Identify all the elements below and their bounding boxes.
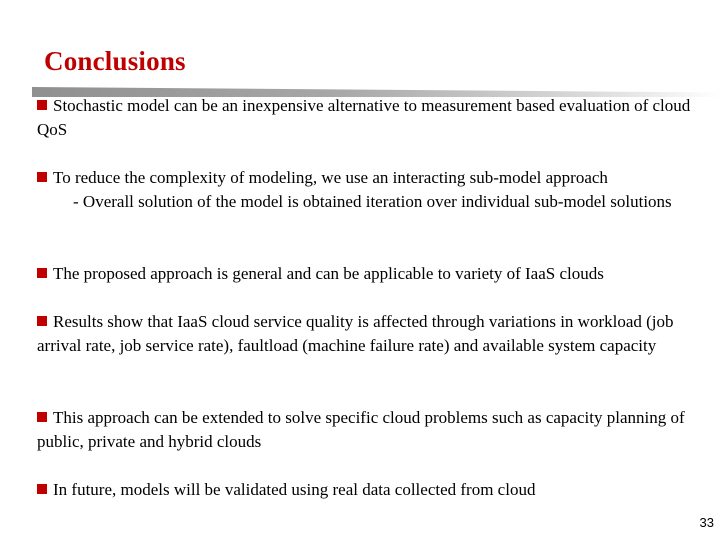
bullet-item (37, 478, 713, 502)
bullet-item (37, 94, 713, 142)
bullet-square-icon (37, 100, 47, 110)
bullet-text: The proposed approach is general and can be applicable to variety of IaaS clouds (53, 264, 604, 283)
bullet-text: This approach can be extended to solve specific cloud problems such as capacity planning of public, private and hybrid clouds (37, 408, 685, 451)
bullet-item (37, 406, 713, 454)
bullet-text: Results show that IaaS cloud service quality is affected through variations in workload (job arrival rate, job service rate), faultload (machine failure rate) and available system capacity (37, 312, 674, 355)
bullet-square-icon (37, 172, 47, 182)
bullet-square-icon (37, 316, 47, 326)
page-number: 33 (699, 515, 714, 530)
bullet-text: In future, models will be validated using real data collected from cloud (53, 480, 536, 499)
bullet-square-icon (37, 268, 47, 278)
bullet-item (37, 166, 713, 214)
bullet-text: To reduce the complexity of modeling, we use an interacting sub-model approach (53, 168, 608, 187)
bullet-item (37, 310, 713, 358)
bullet-item (37, 262, 713, 286)
bullet-square-icon (37, 412, 47, 422)
slide-title: Conclusions (44, 46, 186, 76)
bullet-text: Stochastic model can be an inexpensive alternative to measurement based evaluation of cloud QoS (37, 96, 691, 139)
bullet-square-icon (37, 484, 47, 494)
sub-bullet-text: - Overall solution of the model is obtained iteration over individual sub-model solutions (73, 192, 672, 211)
